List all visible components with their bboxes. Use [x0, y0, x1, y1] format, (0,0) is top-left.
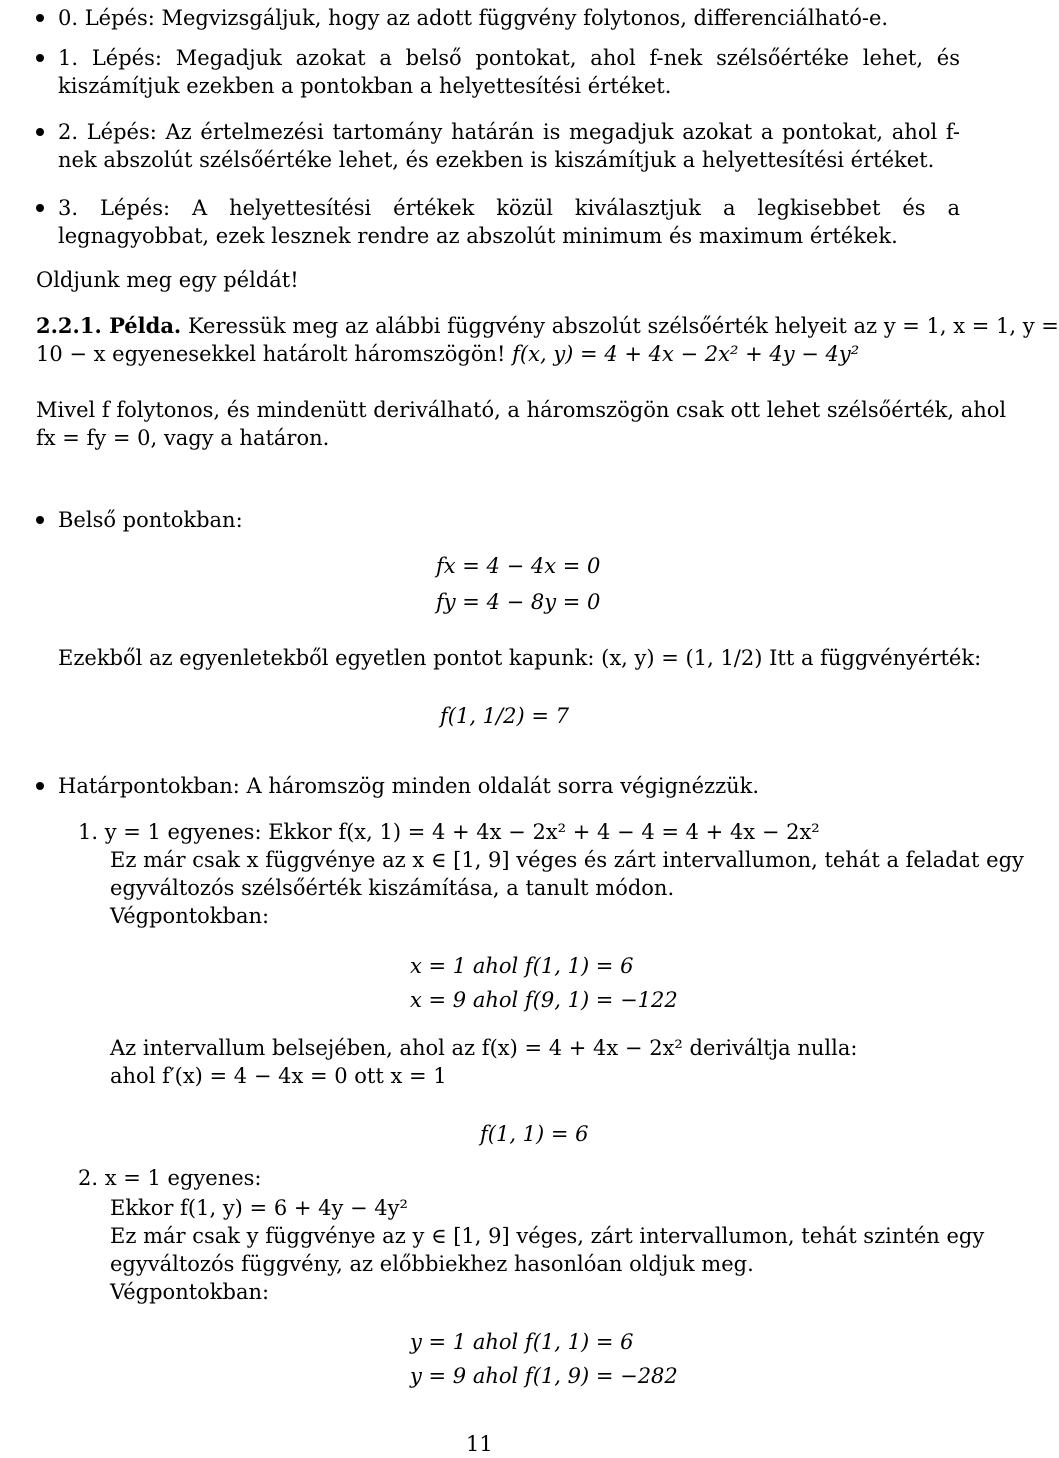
stationary-value: f(1, 1/2) = 7 — [440, 704, 569, 728]
example-line-2 — [36, 340, 859, 368]
boundary-1-interior-2: ahol f′(x) = 4 − 4x = 0 ott x = 1 — [110, 1064, 447, 1088]
example-label: 2.2.1. Példa. — [36, 313, 182, 338]
partial-y-equation: fy = 4 − 8y = 0 — [436, 590, 601, 614]
example-text-1: Keressük meg az alábbi függvény abszolút szélsőérték helyeit az y = 1, x = 1, y = — [187, 314, 1059, 338]
bullet-icon — [36, 204, 44, 212]
bullet-icon — [36, 128, 44, 136]
bullet-icon — [36, 782, 44, 790]
example-line-1 — [36, 312, 1059, 340]
step-3: 3. Lépés: A helyettesítési értékek közül kiválasztjuk a legkisebbet és a legnagyobbat, ezek lesznek rendre az abszolút minimum és maximum értékek. — [36, 194, 960, 250]
example-function: f(x, y) = 4 + 4x − 2x² + 4y − 4y² — [512, 342, 860, 366]
bullet-icon — [36, 516, 44, 524]
step-0: 0. Lépés: Megvizsgáljuk, hogy az adott függvény folytonos, differenciálható-e. — [36, 4, 960, 32]
mivel-line-1: Mivel f folytonos, és mindenütt deriválható, a háromszögön csak ott lehet szélsőérték, ahol — [36, 398, 1007, 422]
boundary-1-endpoint-1: x = 1 ahol f(1, 1) = 6 — [410, 954, 634, 978]
intro-text: Oldjunk meg egy példát! — [36, 268, 299, 292]
step-1: 1. Lépés: Megadjuk azokat a belső pontokat, ahol f-nek szélsőértéke lehet, és kiszámítjuk ezekben a pontokban a helyettesítési értéket. — [36, 44, 960, 100]
boundary-1-text-2: egyváltozós szélsőérték kiszámítása, a tanult módon. — [110, 876, 675, 900]
boundary-2-title: 2. x = 1 egyenes: — [78, 1166, 262, 1190]
boundary-2-endpoints-label: Végpontokban: — [110, 1280, 270, 1304]
boundary-1-endpoint-2: x = 9 ahol f(9, 1) = −122 — [410, 988, 678, 1012]
boundary-1-title: 1. y = 1 egyenes: Ekkor f(x, 1) = 4 + 4x − 2x² + 4 − 4 = 4 + 4x − 2x² — [78, 820, 820, 844]
boundary-2-ekkor: Ekkor f(1, y) = 6 + 4y − 4y² — [110, 1196, 408, 1220]
bullet-icon — [36, 54, 44, 62]
boundary-1-interior-1: Az intervallum belsejében, ahol az f(x) = 4 + 4x − 2x² deriváltja nulla: — [110, 1036, 858, 1060]
boundary-1-text-1: Ez már csak x függvénye az x ∈ [1, 9] véges és zárt intervallumon, tehát a feladat egy — [110, 848, 1024, 872]
step-2: 2. Lépés: Az értelmezési tartomány határán is megadjuk azokat a pontokat, ahol f-nek abszolút szélsőértéke lehet, és ezekben is kiszámítjuk a helyettesítési értéket. — [36, 118, 960, 174]
mivel-line-2: fx = fy = 0, vagy a határon. — [36, 426, 330, 450]
bullet-icon — [36, 14, 44, 22]
partial-x-equation: fx = 4 − 4x = 0 — [436, 554, 601, 578]
boundary-item: Határpontokban: A háromszög minden oldalát sorra végignézzük. — [36, 772, 960, 800]
boundary-2-text-1: Ez már csak y függvénye az y ∈ [1, 9] véges, zárt intervallumon, tehát szintén egy — [110, 1224, 985, 1248]
boundary-1-value: f(1, 1) = 6 — [480, 1122, 589, 1146]
boundary-2-endpoint-1: y = 1 ahol f(1, 1) = 6 — [410, 1330, 634, 1354]
boundary-2-endpoint-2: y = 9 ahol f(1, 9) = −282 — [410, 1364, 678, 1388]
boundary-2-text-2: egyváltozós függvény, az előbbiekhez hasonlóan oldjuk meg. — [110, 1252, 754, 1276]
page-number: 11 — [466, 1432, 493, 1456]
inner-points-item: Belső pontokban: — [36, 506, 960, 534]
stationary-point-text: Ezekből az egyenletekből egyetlen pontot kapunk: (x, y) = (1, 1/2) Itt a függvényérték: — [58, 646, 982, 670]
boundary-1-endpoints-label: Végpontokban: — [110, 904, 270, 928]
example-text-2: 10 − x egyenesekkel határolt háromszögön! — [36, 342, 506, 366]
